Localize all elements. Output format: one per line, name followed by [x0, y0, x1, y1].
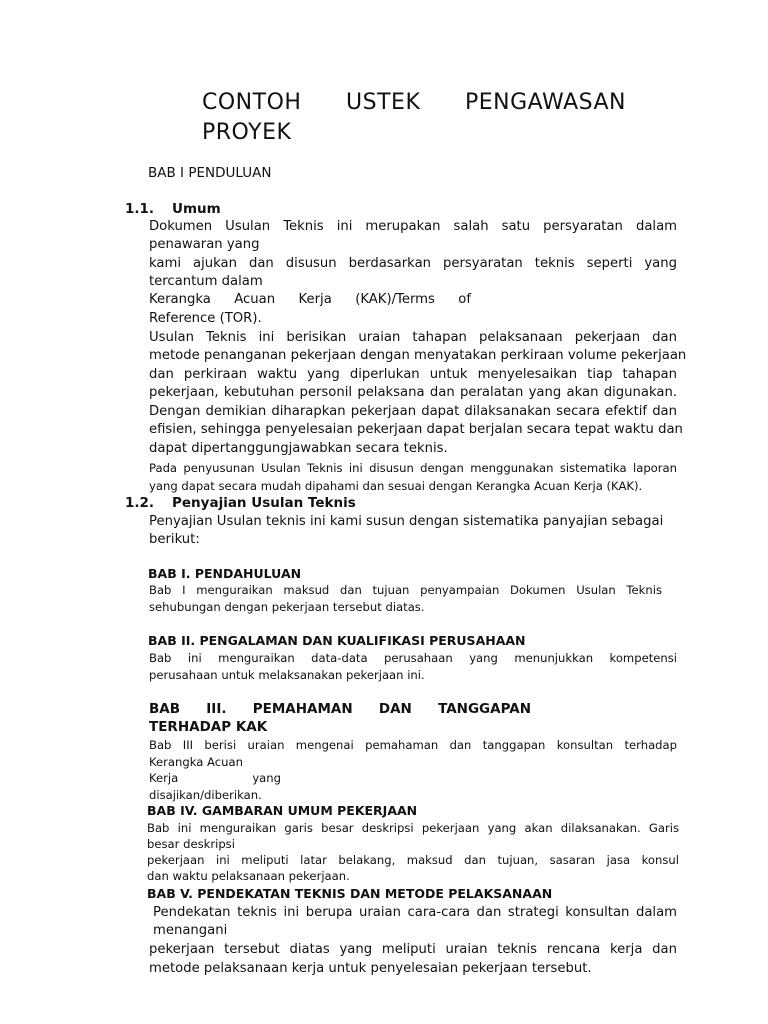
document-title-line-1 [202, 90, 626, 115]
body-line: Bab ini menguraikan data-data perusahaan yang menunjukkan kompetensi [149, 651, 677, 665]
body-line: tercantum dalam [149, 274, 263, 289]
body-line: Bab I menguraikan maksud dan tujuan penyampaian Dokumen Usulan Teknis [149, 583, 662, 597]
section-number: 1.1. [125, 201, 155, 217]
title-word: CONTOH [202, 90, 302, 115]
bab-heading: BAB I. PENDAHULUAN [148, 566, 302, 581]
body-line: Kerangka Acuan [149, 755, 243, 769]
body-line: efisien, sehingga penyelesaian pekerjaan dapat berjalan secara tepat waktu dan [149, 422, 683, 437]
body-line: perusahaan untuk melaksanakan pekerjaan ini. [149, 668, 425, 682]
body-line: dan waktu pelaksanaan pekerjaan. [147, 869, 350, 883]
section-number: 1.2. [125, 495, 155, 511]
body-line: metode pelaksanaan kerja untuk penyelesaian pekerjaan tersebut. [149, 961, 592, 976]
bab-heading-cont: TERHADAP KAK [149, 719, 268, 735]
body-line: disajikan/diberikan. [149, 788, 262, 802]
bab-heading: BAB V. PENDEKATAN TEKNIS DAN METODE PELAKSANAAN [147, 886, 553, 901]
body-line: dapat dipertanggungjawabkan secara teknis. [149, 441, 448, 456]
bab-heading: BAB IV. GAMBARAN UMUM PEKERJAAN [147, 803, 418, 818]
body-line: menangani [153, 923, 228, 938]
body-line: Bab ini menguraikan garis besar deskripsi pekerjaan yang akan dilaksanakan. Garis [147, 821, 679, 835]
body-line: Bab III berisi uraian mengenai pemahaman dan tanggapan konsultan terhadap [149, 738, 677, 752]
body-line: besar deskripsi [147, 837, 235, 851]
document-title-line-2: PROYEK [202, 120, 292, 145]
body-line: yang dapat secara mudah dipahami dan sesuai dengan Kerangka Acuan Kerja (KAK). [149, 479, 643, 493]
body-line: kami ajukan dan disusun berdasarkan persyaratan teknis seperti yang [149, 256, 677, 271]
body-line: sehubungan dengan pekerjaan tersebut diatas. [149, 600, 425, 614]
chapter-heading: BAB I PENDULUAN [148, 165, 272, 181]
body-line: Kerja yang [149, 771, 281, 785]
title-word: PENGAWASAN [465, 90, 626, 115]
body-line: pekerjaan, kebutuhan personil pelaksana dan peralatan yang akan digunakan. [149, 385, 677, 400]
body-line: berikut: [149, 532, 200, 547]
bab-heading: BAB II. PENGALAMAN DAN KUALIFIKASI PERUSAHAAN [148, 633, 526, 648]
title-word: USTEK [346, 90, 421, 115]
body-line: pekerjaan tersebut diatas yang meliputi uraian teknis rencana kerja dan [149, 942, 677, 957]
body-line: Pendekatan teknis ini berupa uraian cara-cara dan strategi konsultan dalam [153, 905, 677, 920]
body-line: Pada penyusunan Usulan Teknis ini disusun dengan menggunakan sistematika laporan [149, 461, 677, 475]
bab-heading: BAB III. PEMAHAMAN DAN TANGGAPAN [149, 701, 531, 717]
body-line: Usulan Teknis ini berisikan uraian tahapan pelaksanaan pekerjaan dan [149, 330, 677, 345]
body-line: Dokumen Usulan Teknis ini merupakan salah satu persyaratan dalam [149, 219, 677, 234]
body-line: Reference (TOR). [149, 311, 262, 326]
body-line: Dengan demikian diharapkan pekerjaan dapat dilaksanakan secara efektif dan [149, 404, 677, 419]
body-line: Kerangka Acuan Kerja (KAK)/Terms of [149, 292, 471, 307]
body-line: metode penanganan pekerjaan dengan menyatakan perkiraan volume pekerjaan [149, 348, 687, 363]
body-line: dan perkiraan waktu yang diperlukan untuk menyelesaikan tiap tahapan [149, 367, 677, 382]
section-title: Umum [172, 201, 221, 217]
body-line: Penyajian Usulan teknis ini kami susun dengan sistematika panyajian sebagai [149, 514, 664, 529]
body-line: pekerjaan ini meliputi latar belakang, maksud dan tujuan, sasaran jasa konsul [147, 853, 679, 867]
section-title: Penyajian Usulan Teknis [172, 495, 356, 511]
body-line: penawaran yang [149, 237, 260, 252]
